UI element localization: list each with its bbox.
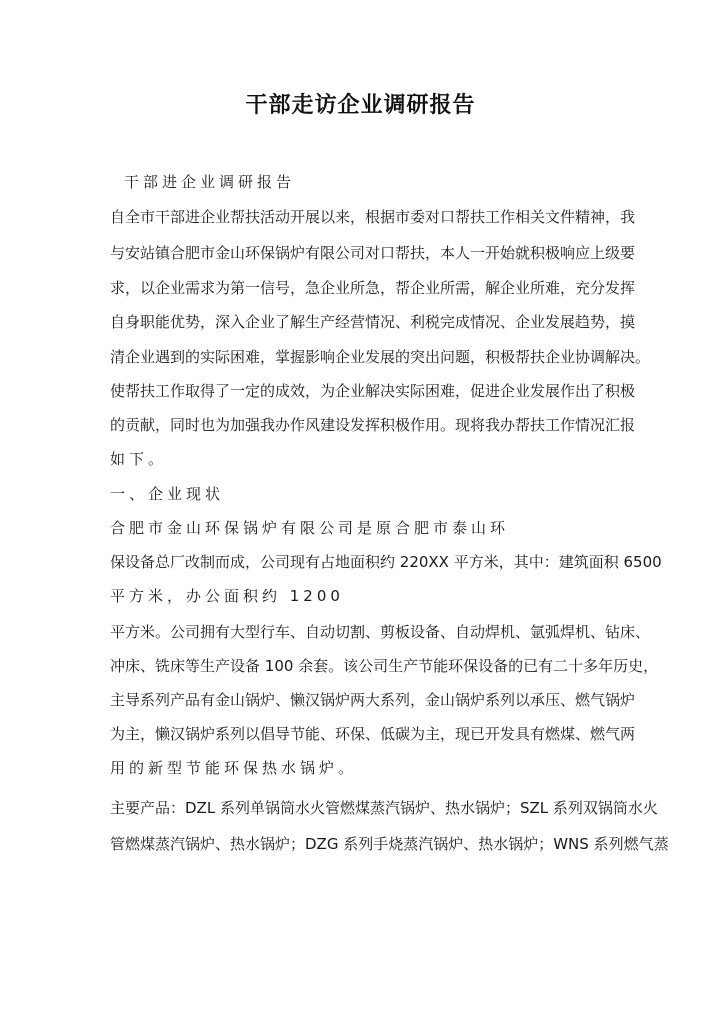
paragraph-line: 的贡献，同时也为加强我办作风建设发挥积极作用。现将我办帮扶工作情况汇报	[110, 416, 636, 434]
paragraph-line: 求，以企业需求为第一信号，急企业所急，帮企业所需，解企业所难，充分发挥	[110, 279, 636, 297]
paragraph-line: 合肥市金山环保锅炉有限公司是原合肥市泰山环	[110, 519, 510, 537]
paragraph-line: 为主，懒汉锅炉系列以倡导节能、环保、低碳为主，现已开发具有燃煤、燃气两	[110, 725, 636, 743]
paragraph-line: 清企业遇到的实际困难，掌握影响企业发展的突出问题，积极帮扶企业协调解决。	[110, 348, 651, 366]
paragraph-line: 平方米，办公面积约 1200	[110, 587, 344, 605]
paragraph-line: 自身职能优势，深入企业了解生产经营情况、利税完成情况、企业发展趋势，摸	[110, 313, 636, 331]
document-subtitle: 干部进企业调研报告	[124, 173, 296, 191]
paragraph-line: 主要产品：DZL 系列单锅筒水火管燃煤蒸汽锅炉、热水锅炉；SZL 系列双锅筒水火	[110, 799, 658, 817]
paragraph-line: 管燃煤蒸汽锅炉、热水锅炉；DZG 系列手烧蒸汽锅炉、热水锅炉；WNS 系列燃气蒸	[110, 835, 669, 853]
paragraph-line: 主导系列产品有金山锅炉、懒汉锅炉两大系列，金山锅炉系列以承压、燃气锅炉	[110, 691, 636, 709]
paragraph-line: 使帮扶工作取得了一定的成效，为企业解决实际困难，促进企业发展作出了积极	[110, 382, 636, 400]
paragraph-line: 与安站镇合肥市金山环保锅炉有限公司对口帮扶，本人一开始就积极响应上级要	[110, 244, 636, 262]
paragraph-line: 用的新型节能环保热水锅炉。	[110, 759, 358, 777]
paragraph-line: 冲床、铣床等生产设备 100 余套。该公司生产节能环保设备的已有二十多年历史，	[110, 657, 659, 675]
document-title: 干部走访企业调研报告	[245, 92, 476, 118]
paragraph-line: 平方米。公司拥有大型行车、自动切割、剪板设备、自动焊机、氩弧焊机、钻床、	[110, 623, 651, 641]
paragraph-line: 一、企业现状	[110, 485, 225, 503]
paragraph-line: 如下。	[110, 450, 168, 468]
paragraph-line: 保设备总厂改制而成，公司现有占地面积约 220XX 平方米，其中：建筑面积 6500	[110, 553, 662, 571]
paragraph-line: 自全市干部进企业帮扶活动开展以来，根据市委对口帮扶工作相关文件精神，我	[110, 208, 636, 226]
